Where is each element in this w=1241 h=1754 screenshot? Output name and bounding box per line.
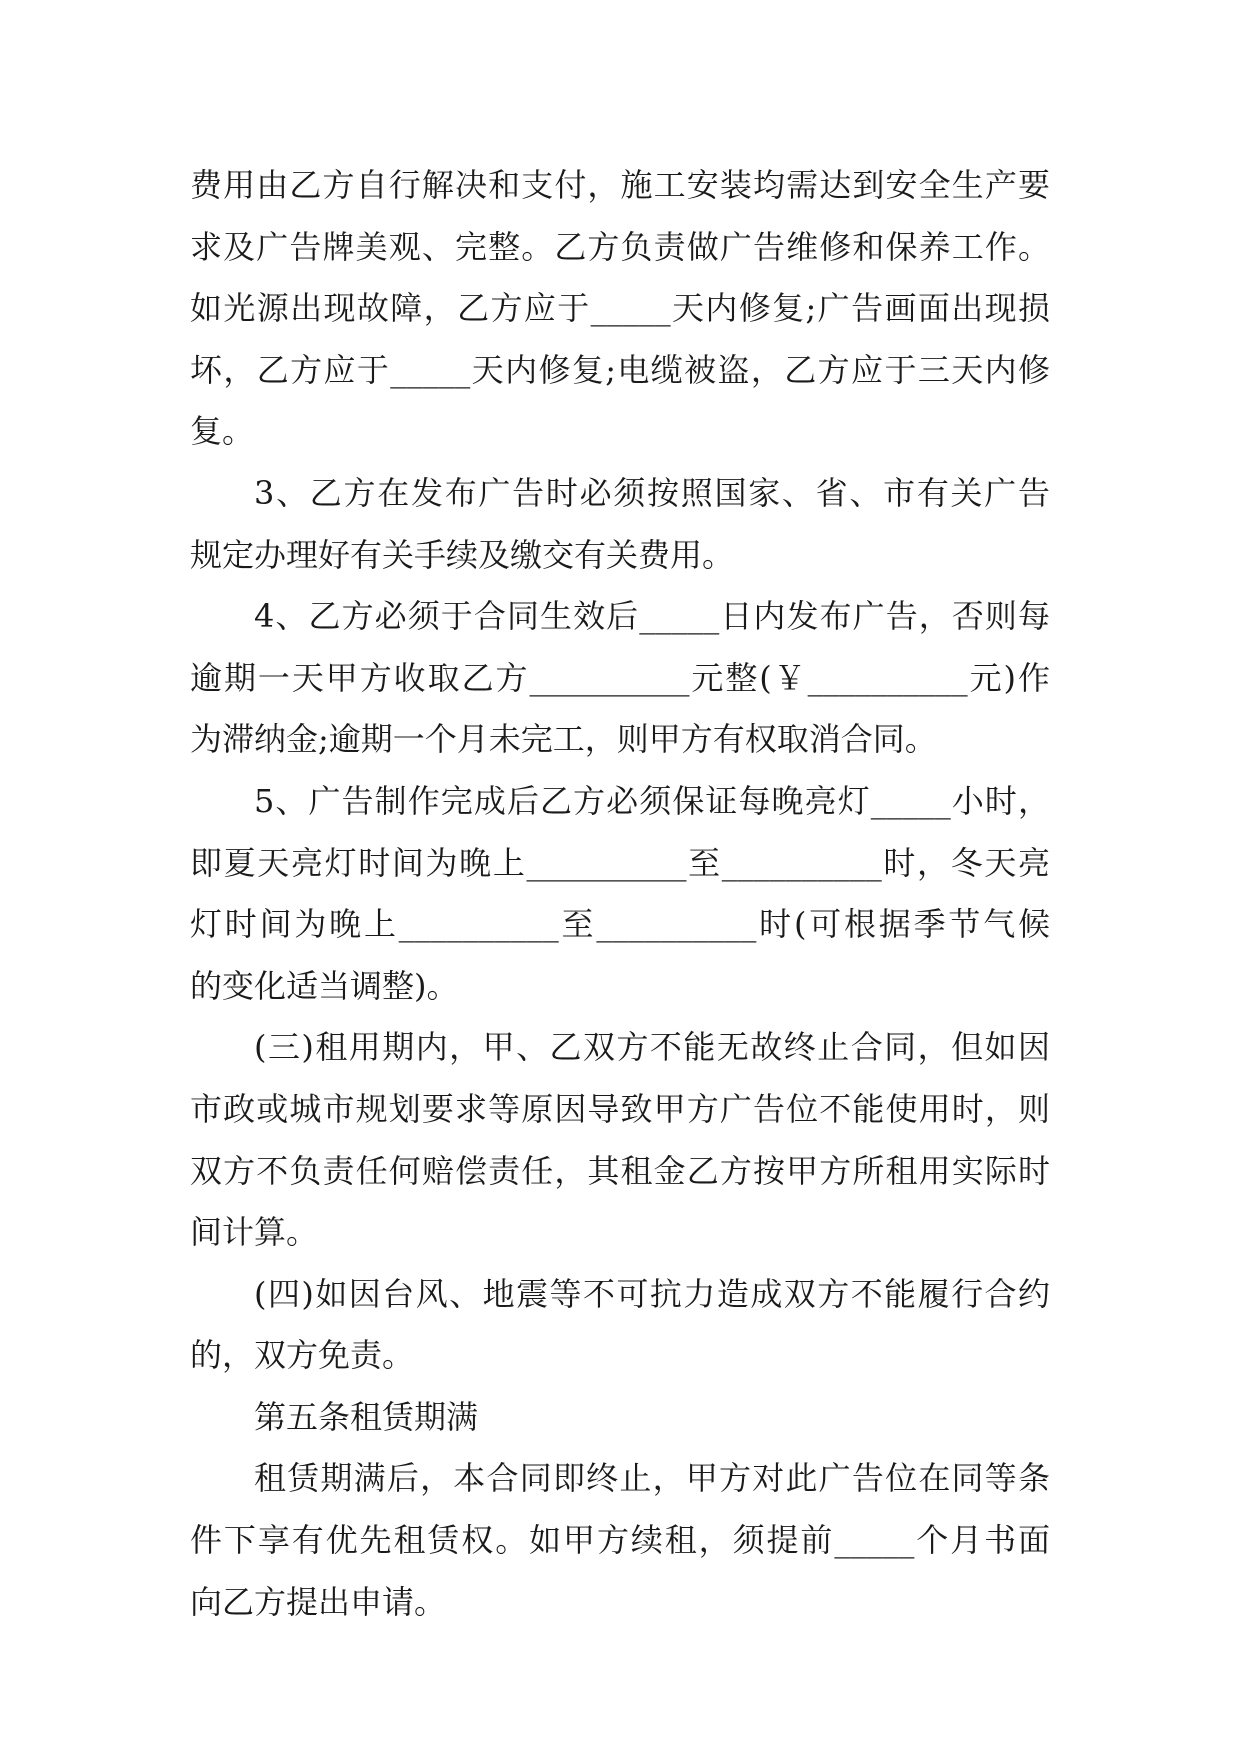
text-line: 4、乙方必须于合同生效后_____日内发布广告，否则每 bbox=[254, 597, 1050, 636]
text-line: 第五条租赁期满 bbox=[254, 1397, 479, 1436]
text-line: 的，双方免责。 bbox=[190, 1336, 415, 1375]
text-line: 如光源出现故障，乙方应于_____天内修复;广告画面出现损 bbox=[190, 289, 1050, 328]
text-line: 逾期一天甲方收取乙方__________元整(￥__________元)作 bbox=[190, 658, 1050, 697]
text-line: 市政或城市规划要求等原因导致甲方广告位不能使用时，则 bbox=[190, 1089, 1050, 1128]
text-line: 即夏天亮灯时间为晚上__________至__________时，冬天亮 bbox=[190, 843, 1050, 882]
text-line: 3、乙方在发布广告时必须按照国家、省、市有关广告 bbox=[254, 473, 1050, 512]
text-line: 5、广告制作完成后乙方必须保证每晚亮灯_____小时， bbox=[254, 781, 1050, 820]
text-line: 双方不负责任何赔偿责任，其租金乙方按甲方所租用实际时 bbox=[190, 1151, 1050, 1190]
text-line: (四)如因台风、地震等不可抗力造成双方不能履行合约 bbox=[254, 1274, 1050, 1313]
text-line: 规定办理好有关手续及缴交有关费用。 bbox=[190, 535, 735, 574]
contract-text-body bbox=[190, 155, 1050, 1633]
text-line: (三)租用期内，甲、乙双方不能无故终止合同，但如因 bbox=[254, 1028, 1050, 1067]
text-line: 费用由乙方自行解决和支付，施工安装均需达到安全生产要 bbox=[190, 166, 1050, 204]
text-line: 坏，乙方应于_____天内修复;电缆被盗，乙方应于三天内修 bbox=[190, 350, 1050, 389]
text-line: 租赁期满后，本合同即终止，甲方对此广告位在同等条 bbox=[254, 1459, 1050, 1498]
text-line: 求及广告牌美观、完整。乙方负责做广告维修和保养工作。 bbox=[190, 227, 1050, 266]
text-line: 间计算。 bbox=[190, 1213, 319, 1252]
text-line: 为滞纳金;逾期一个月未完工，则甲方有权取消合同。 bbox=[190, 720, 937, 759]
text-line: 向乙方提出申请。 bbox=[190, 1582, 447, 1621]
text-line: 灯时间为晚上__________至__________时(可根据季节气候 bbox=[190, 905, 1050, 944]
text-line: 件下享有优先租赁权。如甲方续租，须提前_____个月书面 bbox=[190, 1521, 1050, 1560]
text-line: 复。 bbox=[190, 412, 255, 451]
text-line: 的变化适当调整)。 bbox=[190, 966, 459, 1005]
